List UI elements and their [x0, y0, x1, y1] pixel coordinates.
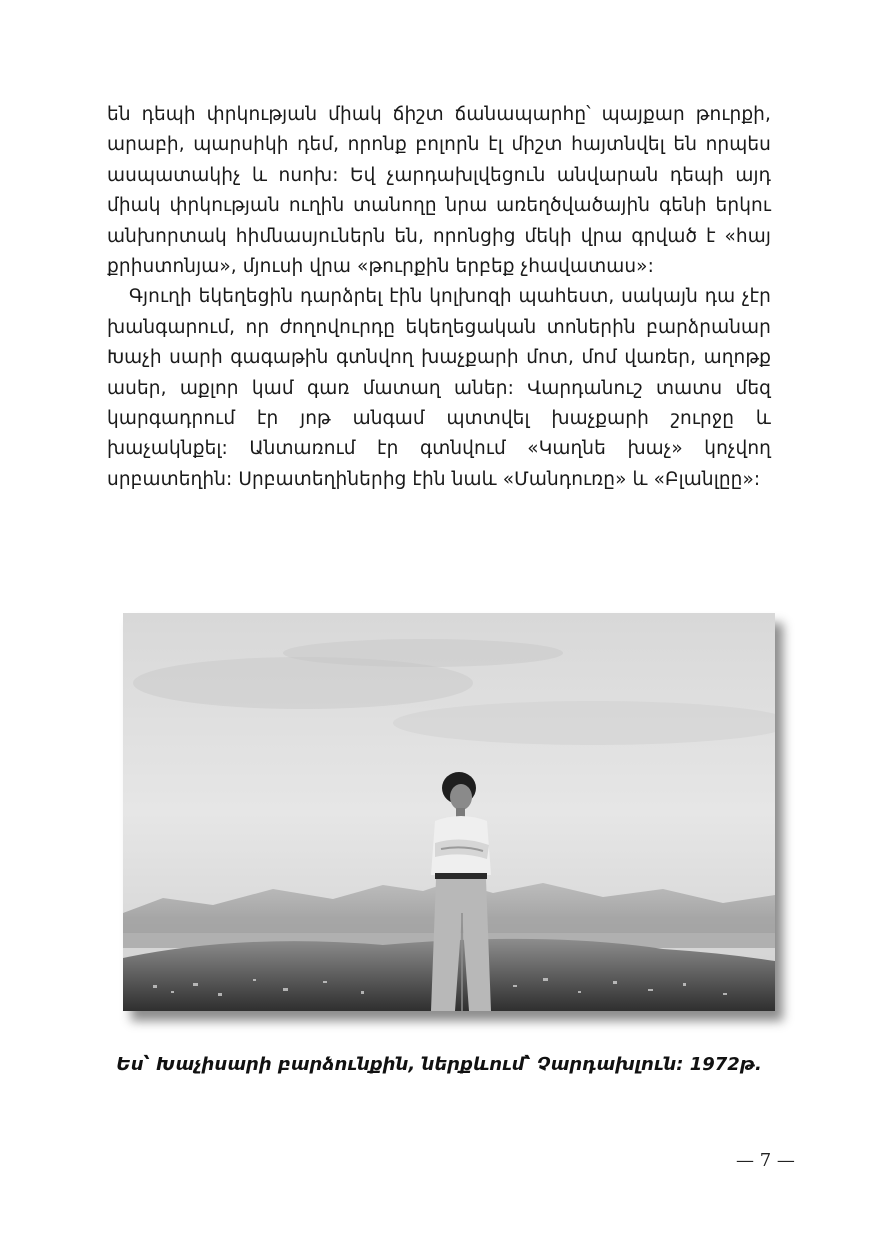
black-and-white-photo-man-standing-on-hill-icon: [123, 613, 775, 1011]
paragraph-1: են դեպի փրկության միակ ճիշտ ճանապարհը՝ պայքար թուրքի, արաբի, պարսիկի դեմ, որոնք բոլորն էլ միշտ հայտնվել են որպես ասպատակիչ և ոսոխ: Եվ չարդախլվեցուն անվարան դեպի այդ միակ փրկության ուղին տանողը նրա առեղծվածային գենի երկու անխորտակ հիմնասյուներն են, որոնցից մեկի վրա գրված է «հայ քրիստոնյա», մյուսի վրա «թուրքին երբեք չհավատաս»:: [107, 104, 771, 278]
photograph-frame: [123, 613, 775, 1011]
body-text: [107, 100, 771, 495]
page-number: — 7 —: [736, 1150, 795, 1171]
paragraph-2: Գյուղի եկեղեցին դարձրել էին կոլխոզի պահեստ, սակայն դա չէր խանգարում, որ ժողովուրդը եկեղեցական տոներին բարձրանար Խաչի սարի գագաթին գտնվող խաչքարի մոտ, մոմ վառեր, աղոթք ասեր, աքլոր կամ գառ մատաղ աներ: Վարդանուշ տատս մեզ կարգադրում էր յոթ անգամ պտտվել խաչքարի շուրջը և խաչակնքել: Անտառում էր գտնվում «Կաղնե խաչ» կոչվող սրբատեղին: Սրբատեղիներից էին նաև «Մանդուռը» և «Բլանլըը»:: [107, 286, 771, 490]
photo-caption: Ես՝ Խաչիսարի բարձունքին, ներքևում՝ Չարդախլուն: 1972թ.: [116, 1054, 762, 1075]
